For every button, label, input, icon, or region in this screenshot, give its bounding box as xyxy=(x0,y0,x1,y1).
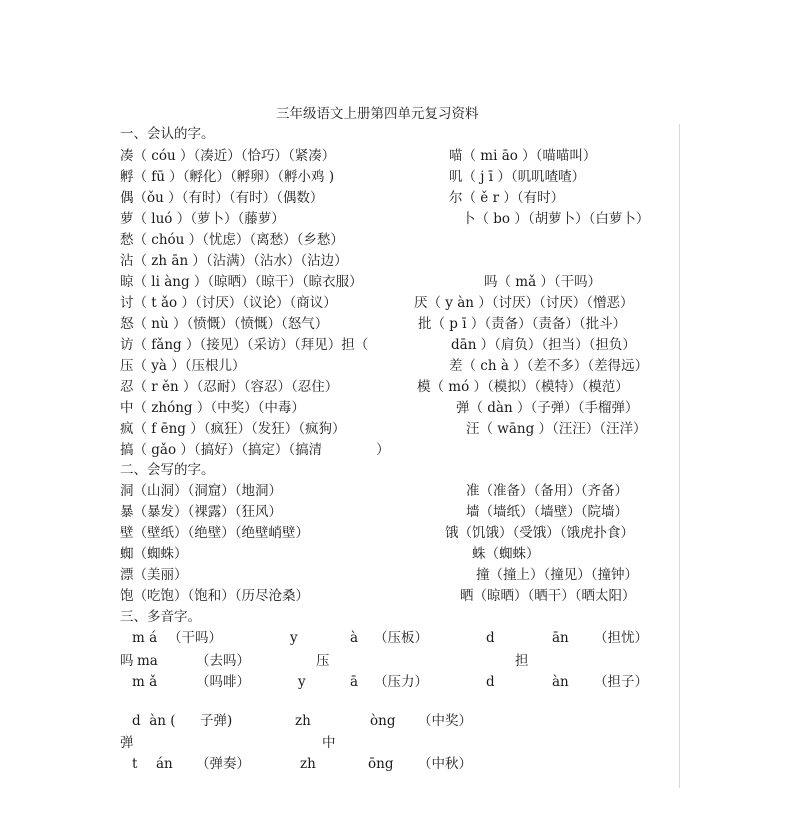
write-row-left: 漂（美丽） xyxy=(120,567,188,583)
recognize-row-left: 怒（ nù ）（愤慨）（愤慨）（怒气） xyxy=(120,316,329,332)
poly-tan-word-2: （弹奏） xyxy=(196,756,250,772)
write-row-right: 饿（饥饿）（受饿）（饿虎扑食） xyxy=(445,525,634,541)
poly-zh-reading-1a: zh xyxy=(295,713,311,729)
section-heading-polyphonic: 三、多音字。 xyxy=(120,609,201,625)
recognize-row-right: 卜（ bo ）（胡萝卜）（白萝卜） xyxy=(462,211,650,227)
recognize-row-left: 偶（ǒu ）（有时）（有时）（偶数） xyxy=(120,190,324,206)
poly-tan-word-1: 子弹) xyxy=(200,713,233,729)
poly-dan-reading-1b: ān xyxy=(552,630,569,646)
poly-ma-word-1: （干吗） xyxy=(168,630,222,646)
poly-ya-reading-1b: à xyxy=(350,630,359,646)
write-row-left: 洞（山洞）（洞窟）（地洞） xyxy=(120,483,282,499)
poly-ma-reading-2: m ǎ xyxy=(132,674,158,690)
poly-dan-reading-1a: d xyxy=(486,630,495,646)
poly-tan-reading-2b: án xyxy=(156,756,173,772)
recognize-row-right: 差（ ch à ）（差不多）（差得远） xyxy=(449,358,649,374)
poly-ma-char: 吗 xyxy=(120,653,134,669)
poly-tan-reading-2a: t xyxy=(132,756,138,772)
poly-dan-word-1: （担忧） xyxy=(594,630,648,646)
recognize-row-left: 萝（ luó ）（萝卜）（藤萝） xyxy=(120,211,285,227)
poly-dan-reading-2b: àn xyxy=(552,674,569,690)
recognize-row-right: 吗（ mǎ ）（干吗） xyxy=(484,274,602,290)
write-row-left: 暴（暴发）（裸露）（狂风） xyxy=(120,504,282,520)
recognize-row-left: 凑（ cóu ）（凑近）（恰巧）（紧凑） xyxy=(120,148,336,164)
poly-ya-word-1: （压板） xyxy=(374,630,428,646)
recognize-row-left: 中（ zhóng ）（中奖）（中毒） xyxy=(120,400,305,416)
recognize-row-right: 叽（ j ī ）（叽叽喳喳） xyxy=(449,169,586,185)
write-row-left: 饱（吃饱）（饱和）（历尽沧桑） xyxy=(120,588,309,604)
recognize-row-right: 模（ mó ）（模拟）（模特）（模范） xyxy=(417,379,629,395)
poly-ya-char: 压 xyxy=(316,653,330,669)
poly-dan-reading-2a: d xyxy=(486,674,495,690)
recognize-row-right: 汪（ wāng ）（汪汪）（汪洋） xyxy=(466,421,647,437)
recognize-row-right: 弹（ dàn ）（子弹）（手榴弹） xyxy=(456,400,639,416)
page-edge-line xyxy=(679,124,680,788)
poly-ma-reading-1: m á xyxy=(132,630,158,646)
recognize-row-left: 愁（ chóu ）（忧虑）（离愁）（乡愁） xyxy=(120,232,344,248)
recognize-row-left: 访（ fǎng ）（接见）（采访）（拜见）担（ xyxy=(120,337,369,353)
poly-tan-reading-1: d àn ( xyxy=(132,713,176,729)
recognize-row-right: 厌（ y àn ）（讨厌）（讨厌）（憎恶） xyxy=(414,295,634,311)
poly-zh-reading-1b: òng xyxy=(370,713,396,729)
write-row-right: 晒（晾晒）（晒干）（晒太阳） xyxy=(460,588,636,604)
poly-ya-reading-2a: y xyxy=(298,674,306,690)
poly-tan-char: 弹 xyxy=(120,735,134,751)
poly-ma-pinyin: ma xyxy=(137,653,158,669)
write-row-right: 蛛（蜘蛛） xyxy=(472,546,540,562)
write-row-left: 壁（壁纸）（绝壁）（绝壁峭壁） xyxy=(120,525,309,541)
poly-zh-char: 中 xyxy=(322,735,336,751)
poly-ma-word-2: （吗啡） xyxy=(196,674,250,690)
poly-dan-word-2: （担子） xyxy=(594,674,648,690)
poly-ya-reading-2b: ā xyxy=(350,674,359,690)
poly-ya-reading-1a: y xyxy=(290,630,298,646)
write-row-right: 撞（撞上）（撞见）（撞钟） xyxy=(476,567,638,583)
poly-zh-reading-2b: ōng xyxy=(368,756,394,772)
recognize-row-right: 喵（ mi āo ）（喵喵叫） xyxy=(449,148,597,164)
recognize-row-right: 尔（ ě r ）（有时） xyxy=(449,190,565,206)
write-row-right: 准（准备）（备用）（齐备） xyxy=(466,483,628,499)
recognize-row-right: dān ）（肩负）（担当）（担负） xyxy=(451,337,636,353)
poly-zh-reading-2a: zh xyxy=(300,756,316,772)
section-heading-recognize: 一、会认的字。 xyxy=(120,126,215,142)
recognize-row-right: 批（ p ī ）（责备）（责备）（批斗） xyxy=(418,316,627,332)
recognize-row-left: 孵（ fū ）（孵化）（孵卵）（孵小鸡 ) xyxy=(120,169,335,185)
recognize-row-left: 晾（ li àng ）（晾晒）（晾干）（晾衣服） xyxy=(120,274,363,290)
page-title: 三年级语文上册第四单元复习资料 xyxy=(276,106,479,122)
recognize-row-left: 忍（ r ěn ）（忍耐）（容忍）（忍住） xyxy=(120,379,339,395)
recognize-row-left: 搞（ gǎo ）（搞好）（搞定）（搞清 ） xyxy=(120,442,390,458)
poly-ma-extra: （去吗） xyxy=(196,653,250,669)
recognize-row-left: 疯（ f ēng ）（疯狂）（发狂）（疯狗） xyxy=(120,421,346,437)
recognize-row-left: 沾（ zh ān ）（沾满）（沾水）（沾边） xyxy=(120,253,348,269)
write-row-right: 墙（墙纸）（墙壁）（院墙） xyxy=(466,504,628,520)
poly-ya-word-2: （压力） xyxy=(374,674,428,690)
poly-zh-word-1: （中奖） xyxy=(418,713,472,729)
recognize-row-left: 压（ yà ）（压根儿） xyxy=(120,358,246,374)
section-heading-write: 二、会写的字。 xyxy=(120,462,215,478)
poly-zh-word-2: （中秋） xyxy=(418,756,472,772)
poly-dan-char: 担 xyxy=(515,653,529,669)
write-row-left: 蜘（蜘蛛） xyxy=(120,546,188,562)
recognize-row-left: 讨（ t ǎo ）（讨厌）（议论）（商议） xyxy=(120,295,337,311)
